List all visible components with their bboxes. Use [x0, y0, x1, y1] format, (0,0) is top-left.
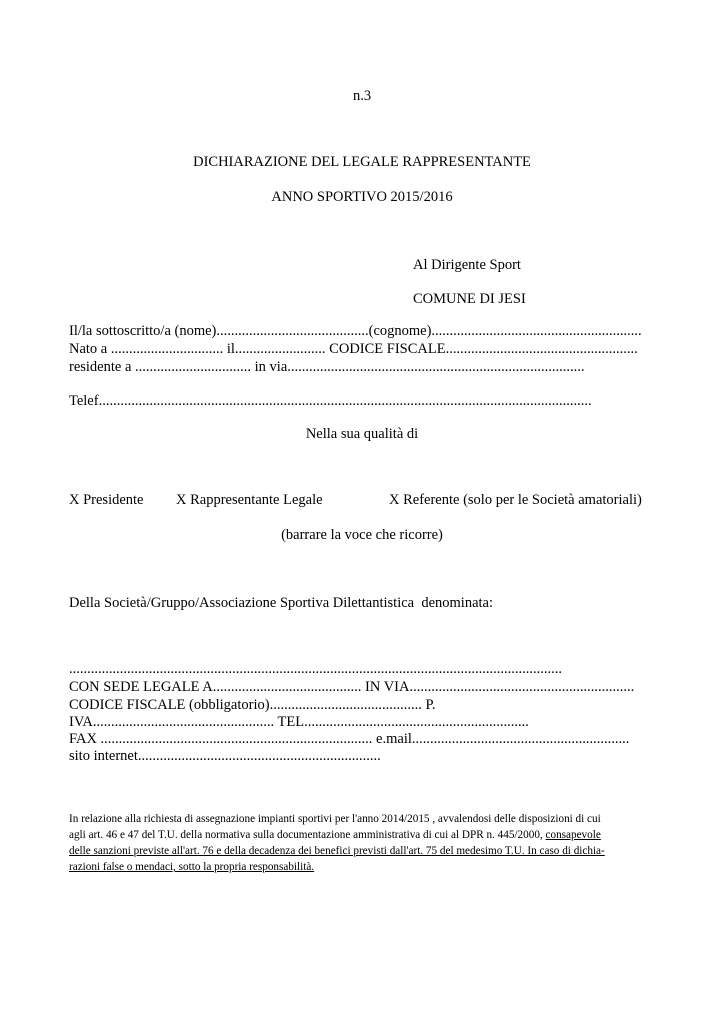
declaration-line-2 — [69, 827, 601, 843]
name-surname-field: Il/la sottoscritto/a (nome)..........................................(cognome).......................................................... — [69, 323, 642, 339]
roles-note: (barrare la voce che ricorre) — [281, 527, 443, 543]
society-name-field: ........................................................................................................................................ — [69, 661, 562, 677]
role-referente: X Referente (solo per le Società amatoriali) — [389, 492, 642, 508]
society-iva-tel-field: IVA.................................................. TEL.............................................................. — [69, 714, 529, 730]
society-cf-field: CODICE FISCALE (obbligatorio).......................................... P. — [69, 697, 436, 713]
birth-fiscal-code-field: Nato a ............................... il......................... CODICE FISCALE..................................................... — [69, 341, 638, 357]
document-subtitle: ANNO SPORTIVO 2015/2016 — [271, 189, 453, 205]
role-presidente: X Presidente — [69, 492, 144, 508]
phone-field: Telef........................................................................................................................................ — [69, 393, 592, 409]
declaration-line-2-plain: agli art. 46 e 47 del T.U. della normativa sulla documentazione amministrativa di cui al DPR n. 445/2000, — [69, 829, 546, 841]
declaration-line-4: razioni false o mendaci, sotto la propria responsabilità. — [69, 861, 315, 873]
document-number: n.3 — [352, 88, 372, 104]
recipient-line-2: COMUNE DI JESI — [413, 291, 526, 307]
society-website-field: sito internet................................................................... — [69, 748, 381, 764]
document-title: DICHIARAZIONE DEL LEGALE RAPPRESENTANTE — [193, 154, 531, 170]
society-label: Della Società/Gruppo/Associazione Sportiva Dilettantistica denominata: — [69, 595, 494, 611]
declaration-line-2-underlined: consapevole — [545, 829, 601, 841]
declaration-line-1: In relazione alla richiesta di assegnazione impianti sportivi per l'anno 2014/2015 , avvalendosi delle disposizioni di cui — [69, 813, 601, 825]
quality-label: Nella sua qualità di — [305, 426, 419, 442]
recipient-line-1: Al Dirigente Sport — [413, 257, 521, 273]
residence-field: residente a ................................ in via.................................................................................. — [69, 359, 585, 375]
role-rappresentante: X Rappresentante Legale — [176, 492, 323, 508]
declaration-line-3: delle sanzioni previste all'art. 76 e della decadenza dei benefici previsti dall'art. 75 del medesimo T.U. In caso di dichia- — [69, 845, 605, 857]
society-sede-field: CON SEDE LEGALE A......................................... IN VIA.............................................................. — [69, 679, 635, 695]
society-fax-email-field: FAX ........................................................................... e.mail............................................................ — [69, 731, 630, 747]
